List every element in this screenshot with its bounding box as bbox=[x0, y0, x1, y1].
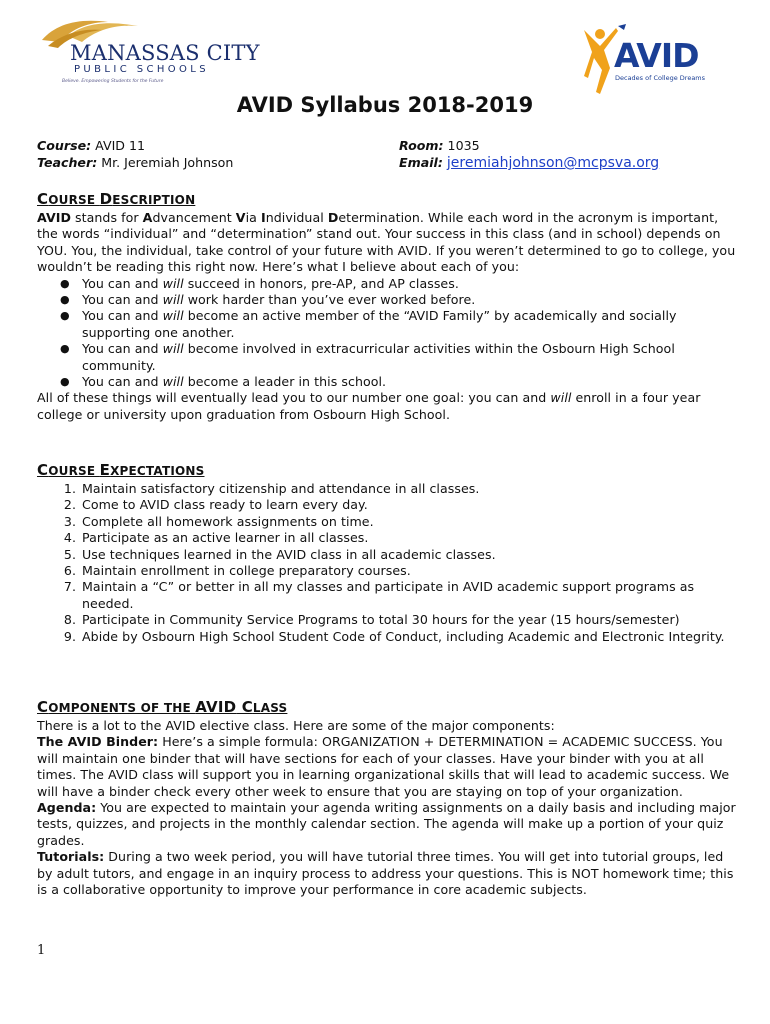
room-value: 1035 bbox=[443, 138, 480, 153]
binder-paragraph: The AVID Binder: Here’s a simple formula: ORGANIZATION + DETERMINATION = ACADEMIC SUCCESS. You will maintain one binder that will have sections for each of your classes. Have your binder with you at all times. The AVID class will support you in learning organizational skills that will lead to academic success. We will have a binder check every other week to ensure that you are staying on top of your organization. bbox=[37, 734, 730, 799]
room-info bbox=[399, 137, 659, 172]
course-value: AVID 11 bbox=[91, 138, 146, 153]
expectations-list bbox=[37, 481, 737, 645]
list-item: ● You can and will become a leader in this school. bbox=[82, 374, 737, 390]
avid-logo bbox=[580, 22, 706, 96]
list-item: 9. Abide by Osbourn High School Student Code of Conduct, including Academic and Electronic Integrity. bbox=[63, 628, 725, 644]
list-item: 6. Maintain enrollment in college preparatory courses. bbox=[63, 563, 411, 579]
course-description-heading: COURSE DESCRIPTION bbox=[37, 190, 196, 208]
teacher-label: Teacher: bbox=[37, 155, 98, 170]
page-title: AVID Syllabus 2018-2019 bbox=[236, 93, 534, 117]
list-item: 2. Come to AVID class ready to learn every day. bbox=[63, 497, 368, 513]
components-heading: COMPONENTS OF THE AVID CLASS bbox=[37, 698, 288, 716]
course-expectations bbox=[37, 481, 737, 645]
description-closing: All of these things will eventually lead you to our number one goal: you can and will enroll in a four year college or university upon graduation from Osbourn High School. bbox=[37, 390, 701, 422]
page-number: 1 bbox=[37, 943, 46, 958]
components-intro: There is a lot to the AVID elective class. Here are some of the major components: bbox=[37, 718, 555, 733]
avid-tagline: Decades of College Dreams bbox=[615, 74, 706, 82]
district-logo bbox=[38, 16, 260, 92]
agenda-paragraph: Agenda: You are expected to maintain your agenda writing assignments on a daily basis and including major tests, quizzes, and projects in the monthly calendar section. The agenda will make up a portion of your quiz grades. bbox=[37, 800, 736, 848]
components-section bbox=[37, 718, 737, 898]
description-intro: AVID stands for Advancement Via Individual Determination. While each word in the acronym is important, the words “individual” and “determination” stand out. Your success in this class (and in school) depends on YOU. You, the individual, take control of your future with AVID. If you weren’t determined to go to college, you wouldn’t be reading this right now. Here’s what I believe about each of you: bbox=[37, 210, 736, 275]
list-item: ● You can and will become involved in extracurricular activities within the Osbourn High School community. bbox=[82, 341, 737, 374]
teacher-value: Mr. Jeremiah Johnson bbox=[97, 155, 234, 170]
tutorials-paragraph: Tutorials: During a two week period, you will have tutorial three times. You will get into tutorial groups, led by adult tutors, and engage in an inquiry process to address your questions. This is NOT homework time; this is a collaborative opportunity to improve your performance in core academic subjects. bbox=[37, 849, 734, 898]
district-subtitle: PUBLIC SCHOOLS bbox=[74, 64, 210, 75]
belief-list bbox=[37, 276, 737, 391]
list-item: 4. Participate as an active learner in all classes. bbox=[63, 530, 369, 546]
avid-wordmark: AVID bbox=[614, 36, 699, 75]
list-item: 5. Use techniques learned in the AVID class in all academic classes. bbox=[63, 546, 496, 562]
list-item: ● You can and will succeed in honors, pre-AP, and AP classes. bbox=[82, 276, 737, 292]
course-expectations-heading: COURSE EXPECTATIONS bbox=[37, 461, 205, 479]
list-item: ● You can and will work harder than you’ve ever worked before. bbox=[82, 292, 737, 308]
email-link[interactable]: jeremiahjohnson@mcpsva.org bbox=[446, 155, 660, 171]
course-label: Course: bbox=[37, 138, 92, 153]
list-item: 3. Complete all homework assignments on time. bbox=[63, 513, 374, 529]
district-name: MANASSAS CITY bbox=[70, 41, 260, 65]
email-label: Email: bbox=[399, 155, 443, 170]
district-tagline: Believe. Empowering Students for the Future bbox=[62, 79, 164, 84]
room-label: Room: bbox=[399, 138, 444, 153]
course-description bbox=[37, 210, 737, 423]
course-info bbox=[37, 137, 233, 171]
list-item: 7. Maintain a “C” or better in all my classes and participate in AVID academic support programs as needed. bbox=[63, 579, 695, 611]
list-item: 1. Maintain satisfactory citizenship and attendance in all classes. bbox=[63, 481, 480, 496]
list-item: ● You can and will become an active member of the “AVID Family” by academically and socially supporting one another. bbox=[82, 308, 737, 341]
list-item: 8. Participate in Community Service Programs to total 30 hours for the year (15 hours/semester) bbox=[63, 612, 680, 628]
